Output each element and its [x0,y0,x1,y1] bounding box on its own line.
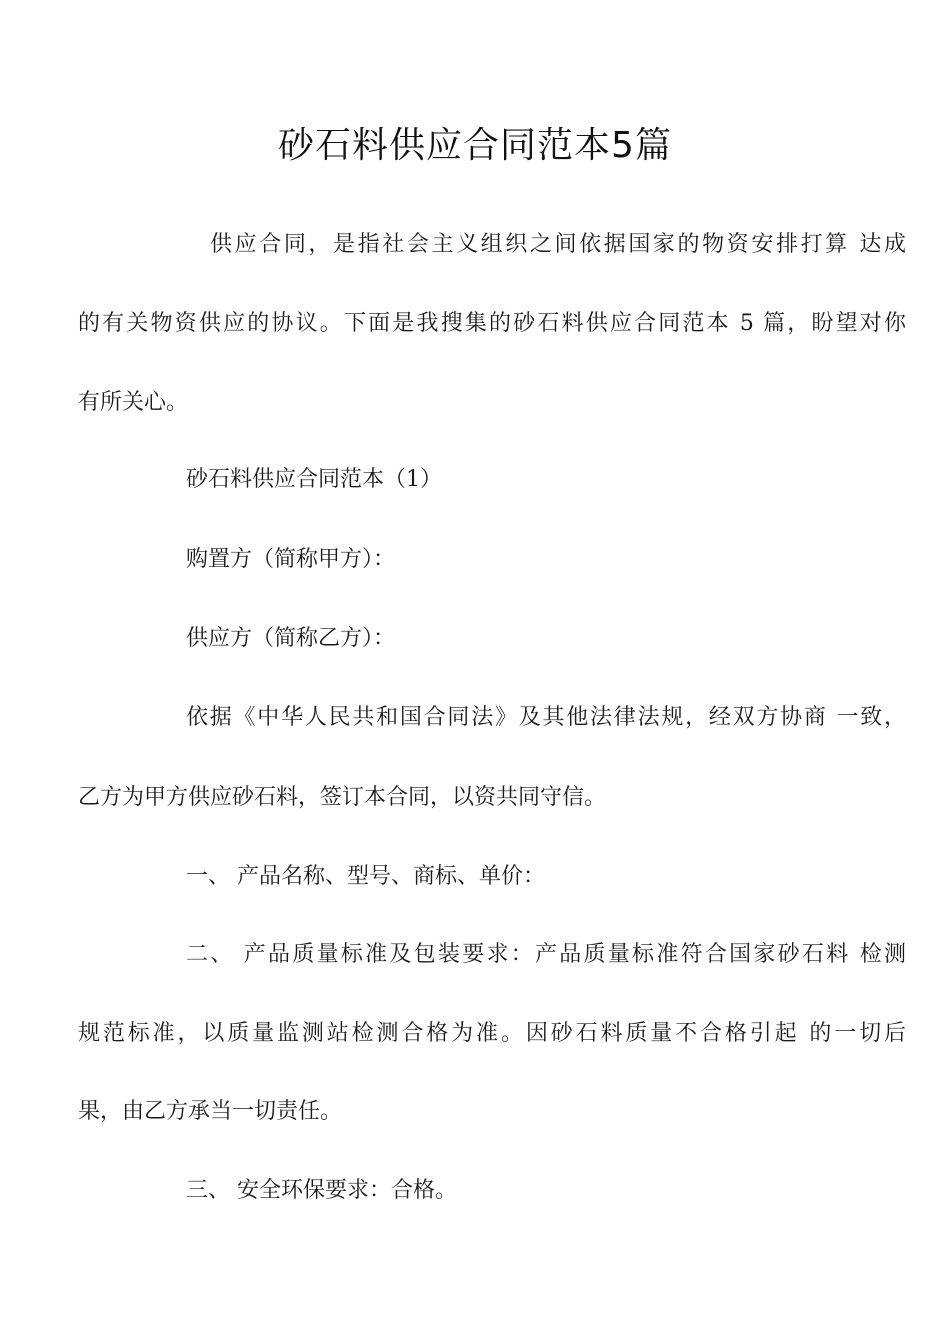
paragraph-line-4: 依据《中华人民共和国合同法》及其他法律法规，经双方协商 一致， [186,705,906,730]
document-title: 砂石料供应合同范本5篇 [278,125,672,166]
buyer-line: 购置方（简称甲方）： [186,547,396,572]
paragraph-line-1: 供应合同，是指社会主义组织之间依据国家的物资安排打算 达成 [210,232,906,257]
paragraph-line-5: 乙方为甲方供应砂石料，签订本合同，以资共同守信。 [78,785,607,810]
clause-2-line-1: 二、 产品质量标准及包装要求：产品质量标准符合国家砂石料 检测 [186,942,906,967]
paragraph-line-2: 的有关物资供应的协议。下面是我搜集的砂石料供应合同范本 5 篇，盼望对你 [78,311,906,336]
clause-3: 三、 安全环保要求：合格。 [186,1178,457,1203]
clause-2-line-2: 规范标准，以质量监测站检测合格为准。因砂石料质量不合格引起 的一切后 [78,1021,906,1046]
section-heading: 砂石料供应合同范本（1） [186,467,442,492]
paragraph-line-3: 有所关心。 [78,390,189,415]
clause-2-line-3: 果，由乙方承当一切责任。 [78,1099,343,1124]
clause-1: 一、 产品名称、型号、商标、单价： [186,864,545,889]
supplier-line: 供应方（简称乙方）： [186,626,396,651]
